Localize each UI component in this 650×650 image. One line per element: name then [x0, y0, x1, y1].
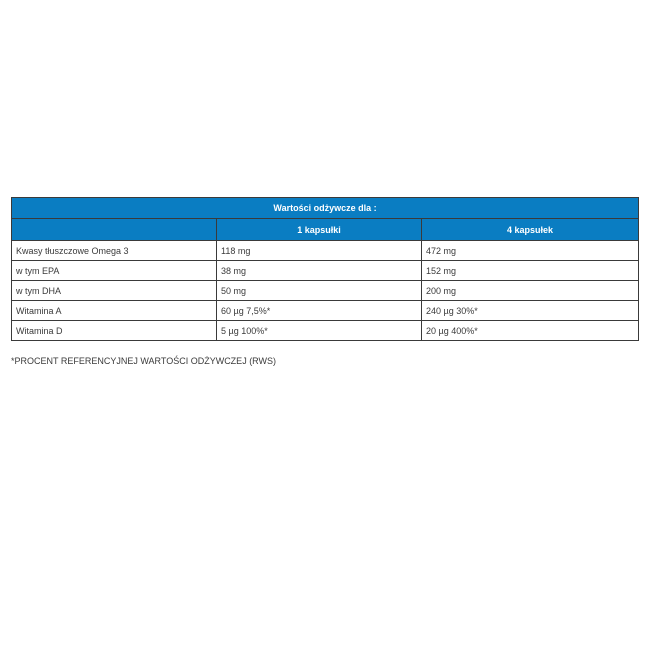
table-row: [12, 301, 639, 321]
value-1-capsule: 50 mg: [217, 281, 422, 301]
nutrient-name: w tym DHA: [12, 281, 217, 301]
value-4-capsules: 240 µg 30%*: [422, 301, 639, 321]
column-header-nutrient: [12, 219, 217, 241]
table-title-row: [12, 198, 639, 219]
nutrient-name: Kwasy tłuszczowe Omega 3: [12, 241, 217, 261]
nutrient-name: Witamina D: [12, 321, 217, 341]
column-header-4-capsules: 4 kapsułek: [422, 219, 639, 241]
value-4-capsules: 200 mg: [422, 281, 639, 301]
nutrient-name: w tym EPA: [12, 261, 217, 281]
nutrient-name: Witamina A: [12, 301, 217, 321]
value-4-capsules: 20 µg 400%*: [422, 321, 639, 341]
nutrition-table: [11, 197, 639, 341]
table-row: [12, 241, 639, 261]
footnote: *PROCENT REFERENCYJNEJ WARTOŚCI ODŻYWCZEJ (RWS): [11, 356, 277, 366]
value-1-capsule: 118 mg: [217, 241, 422, 261]
table-row: [12, 281, 639, 301]
table-header-row: [12, 219, 639, 241]
column-header-1-capsule: 1 kapsułki: [217, 219, 422, 241]
table-row: [12, 261, 639, 281]
value-1-capsule: 38 mg: [217, 261, 422, 281]
value-1-capsule: 5 µg 100%*: [217, 321, 422, 341]
table-row: [12, 321, 639, 341]
value-1-capsule: 60 µg 7,5%*: [217, 301, 422, 321]
value-4-capsules: 472 mg: [422, 241, 639, 261]
table-title: Wartości odżywcze dla :: [12, 198, 639, 219]
value-4-capsules: 152 mg: [422, 261, 639, 281]
